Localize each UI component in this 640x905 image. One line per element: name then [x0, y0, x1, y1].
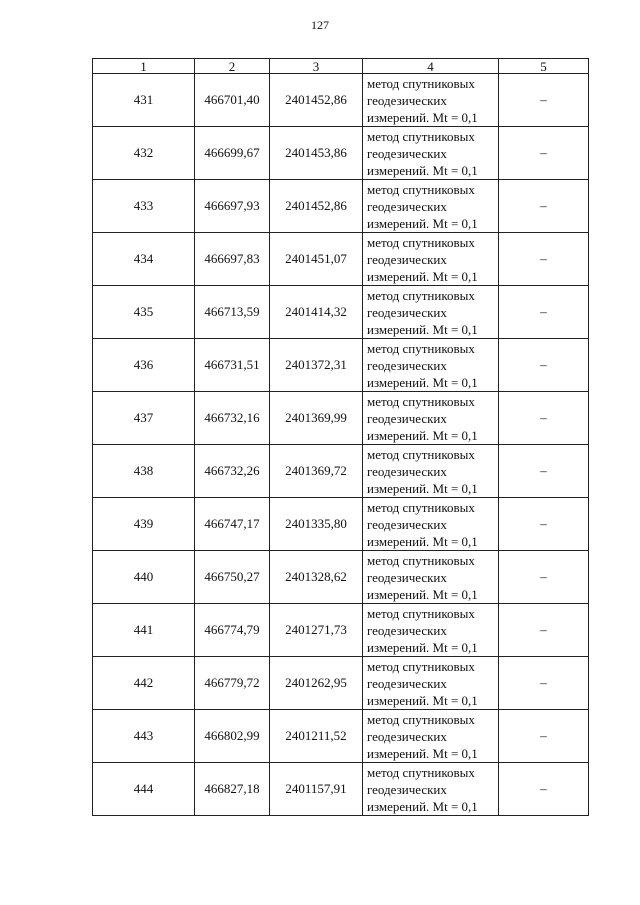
method-line: геодезических: [367, 781, 447, 797]
method-line: измерений. Mt = 0,1: [367, 109, 478, 125]
x-coordinate-cell: 466750,27: [195, 551, 270, 604]
method-cell: [363, 445, 499, 498]
x-coordinate-cell: 466697,83: [195, 233, 270, 286]
method-cell: [363, 498, 499, 551]
method-line: измерений. Mt = 0,1: [367, 745, 478, 761]
point-number-cell: 438: [93, 445, 195, 498]
page-number: 127: [311, 18, 329, 32]
point-number-cell: 444: [93, 763, 195, 816]
method-line: метод спутниковых: [367, 75, 475, 91]
coordinates-table: [92, 58, 589, 816]
point-number-cell: 442: [93, 657, 195, 710]
table-row: [93, 286, 589, 339]
method-cell: [363, 233, 499, 286]
method-line: измерений. Mt = 0,1: [367, 586, 478, 602]
table-row: [93, 551, 589, 604]
y-coordinate-cell: 2401328,62: [270, 551, 363, 604]
note-cell: –: [499, 445, 589, 498]
point-number-cell: 437: [93, 392, 195, 445]
method-cell: [363, 74, 499, 127]
method-cell: [363, 339, 499, 392]
note-cell: –: [499, 286, 589, 339]
point-number-cell: 431: [93, 74, 195, 127]
method-line: метод спутниковых: [367, 393, 475, 409]
point-number-cell: 432: [93, 127, 195, 180]
y-coordinate-cell: 2401262,95: [270, 657, 363, 710]
method-cell: [363, 392, 499, 445]
method-line: метод спутниковых: [367, 764, 475, 780]
method-cell: [363, 763, 499, 816]
x-coordinate-cell: 466699,67: [195, 127, 270, 180]
note-cell: –: [499, 392, 589, 445]
method-line: метод спутниковых: [367, 128, 475, 144]
method-cell: [363, 180, 499, 233]
header-col-1: 1: [93, 59, 195, 74]
table-row: [93, 392, 589, 445]
method-cell: [363, 710, 499, 763]
note-cell: –: [499, 339, 589, 392]
method-line: метод спутниковых: [367, 658, 475, 674]
method-cell: [363, 604, 499, 657]
y-coordinate-cell: 2401452,86: [270, 74, 363, 127]
table-row: [93, 127, 589, 180]
note-cell: –: [499, 604, 589, 657]
table-row: [93, 445, 589, 498]
table-row: [93, 339, 589, 392]
method-cell: [363, 657, 499, 710]
method-line: геодезических: [367, 198, 447, 214]
x-coordinate-cell: 466732,16: [195, 392, 270, 445]
note-cell: –: [499, 180, 589, 233]
note-cell: –: [499, 657, 589, 710]
note-cell: –: [499, 498, 589, 551]
method-line: измерений. Mt = 0,1: [367, 639, 478, 655]
note-cell: –: [499, 763, 589, 816]
x-coordinate-cell: 466731,51: [195, 339, 270, 392]
table-row: [93, 710, 589, 763]
y-coordinate-cell: 2401372,31: [270, 339, 363, 392]
x-coordinate-cell: 466697,93: [195, 180, 270, 233]
point-number-cell: 436: [93, 339, 195, 392]
method-line: геодезических: [367, 92, 447, 108]
header-col-4: 4: [363, 59, 499, 74]
y-coordinate-cell: 2401451,07: [270, 233, 363, 286]
method-line: геодезических: [367, 463, 447, 479]
method-line: геодезических: [367, 145, 447, 161]
method-line: метод спутниковых: [367, 287, 475, 303]
point-number-cell: 433: [93, 180, 195, 233]
method-line: метод спутниковых: [367, 552, 475, 568]
method-line: измерений. Mt = 0,1: [367, 268, 478, 284]
header-row: [93, 59, 589, 74]
table-row: [93, 233, 589, 286]
table-row: [93, 74, 589, 127]
method-line: геодезических: [367, 516, 447, 532]
method-line: метод спутниковых: [367, 234, 475, 250]
x-coordinate-cell: 466701,40: [195, 74, 270, 127]
y-coordinate-cell: 2401414,32: [270, 286, 363, 339]
point-number-cell: 434: [93, 233, 195, 286]
method-line: измерений. Mt = 0,1: [367, 427, 478, 443]
method-line: измерений. Mt = 0,1: [367, 798, 478, 814]
note-cell: –: [499, 127, 589, 180]
method-line: измерений. Mt = 0,1: [367, 533, 478, 549]
point-number-cell: 435: [93, 286, 195, 339]
table-row: [93, 604, 589, 657]
table-header: [93, 59, 589, 74]
y-coordinate-cell: 2401157,91: [270, 763, 363, 816]
point-number-cell: 441: [93, 604, 195, 657]
x-coordinate-cell: 466747,17: [195, 498, 270, 551]
y-coordinate-cell: 2401335,80: [270, 498, 363, 551]
method-line: измерений. Mt = 0,1: [367, 321, 478, 337]
method-line: геодезических: [367, 569, 447, 585]
x-coordinate-cell: 466802,99: [195, 710, 270, 763]
method-line: геодезических: [367, 410, 447, 426]
header-col-5: 5: [499, 59, 589, 74]
table-row: [93, 180, 589, 233]
table-row: [93, 657, 589, 710]
note-cell: –: [499, 233, 589, 286]
method-line: геодезических: [367, 622, 447, 638]
point-number-cell: 440: [93, 551, 195, 604]
x-coordinate-cell: 466713,59: [195, 286, 270, 339]
x-coordinate-cell: 466827,18: [195, 763, 270, 816]
header-col-3: 3: [270, 59, 363, 74]
table-body: [93, 74, 589, 816]
x-coordinate-cell: 466732,26: [195, 445, 270, 498]
method-line: метод спутниковых: [367, 605, 475, 621]
x-coordinate-cell: 466779,72: [195, 657, 270, 710]
method-line: геодезических: [367, 357, 447, 373]
method-cell: [363, 286, 499, 339]
method-cell: [363, 127, 499, 180]
header-col-2: 2: [195, 59, 270, 74]
method-line: метод спутниковых: [367, 499, 475, 515]
method-line: измерений. Mt = 0,1: [367, 480, 478, 496]
note-cell: –: [499, 74, 589, 127]
method-line: геодезических: [367, 304, 447, 320]
y-coordinate-cell: 2401271,73: [270, 604, 363, 657]
y-coordinate-cell: 2401453,86: [270, 127, 363, 180]
y-coordinate-cell: 2401211,52: [270, 710, 363, 763]
method-line: метод спутниковых: [367, 181, 475, 197]
method-line: измерений. Mt = 0,1: [367, 162, 478, 178]
method-line: геодезических: [367, 251, 447, 267]
method-cell: [363, 551, 499, 604]
method-line: геодезических: [367, 675, 447, 691]
table-row: [93, 763, 589, 816]
note-cell: –: [499, 710, 589, 763]
method-line: метод спутниковых: [367, 711, 475, 727]
point-number-cell: 443: [93, 710, 195, 763]
y-coordinate-cell: 2401369,99: [270, 392, 363, 445]
point-number-cell: 439: [93, 498, 195, 551]
method-line: измерений. Mt = 0,1: [367, 692, 478, 708]
y-coordinate-cell: 2401452,86: [270, 180, 363, 233]
method-line: измерений. Mt = 0,1: [367, 215, 478, 231]
x-coordinate-cell: 466774,79: [195, 604, 270, 657]
method-line: геодезических: [367, 728, 447, 744]
method-line: измерений. Mt = 0,1: [367, 374, 478, 390]
method-line: метод спутниковых: [367, 340, 475, 356]
table-row: [93, 498, 589, 551]
method-line: метод спутниковых: [367, 446, 475, 462]
note-cell: –: [499, 551, 589, 604]
y-coordinate-cell: 2401369,72: [270, 445, 363, 498]
